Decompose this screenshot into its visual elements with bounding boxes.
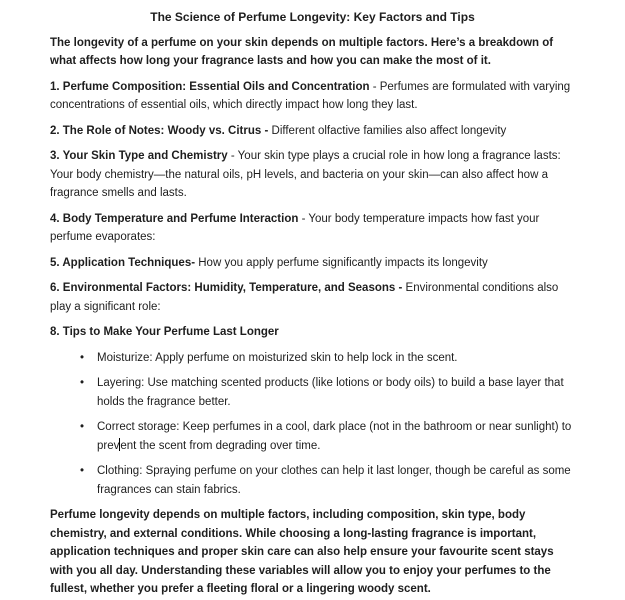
bullet-text: Clothing: Spraying perfume on your clothes can help it last longer, though be careful as some fragrances can stain fabrics. <box>97 465 571 496</box>
list-item-moisturize[interactable] <box>50 349 575 368</box>
section-paragraph-notes[interactable] <box>50 122 575 141</box>
section-lead: 2. The Role of Notes: Woody vs. Citrus - <box>50 124 269 137</box>
bullet-text-after-caret: ent the scent from degrading over time. <box>120 439 321 452</box>
list-item-correct-storage[interactable] <box>50 418 575 455</box>
bullet-text-before-caret: Correct storage: Keep perfumes in a cool, dark place (not in the bathroom or near sunlight) to prev <box>97 421 572 452</box>
list-item-layering[interactable] <box>50 374 575 411</box>
tips-list <box>50 349 575 500</box>
intro-paragraph[interactable]: The longevity of a perfume on your skin depends on multiple factors. Here’s a breakdown of what affects how long your fragrance lasts and how you can make the most of it. <box>50 36 554 67</box>
section-lead: 5. Application Techniques- <box>50 256 196 269</box>
section-lead: 3. Your Skin Type and Chemistry <box>50 150 228 162</box>
conclusion-paragraph[interactable]: Perfume longevity depends on multiple factors, including composition, skin type, body chemistry, and external conditions. While choosing a long-lasting fragrance is important, application techniques and proper skin care can also help ensure your favourite scent stays with you all day. Understanding these variables will allow you to enjoy your perfumes to the fullest, whether you prefer a fleeting floral or a lingering woody scent. <box>50 509 554 595</box>
section-lead: 1. Perfume Composition: Essential Oils and Concentration <box>50 80 370 93</box>
section-body: - Perfumes are formulated with varying concentrations of essential oils, which directly impact how long they last. <box>50 80 571 111</box>
section-paragraph-composition[interactable] <box>50 78 575 115</box>
section-body: Environmental conditions also play a significant role: <box>50 282 559 313</box>
tips-heading[interactable]: 8. Tips to Make Your Perfume Last Longer <box>50 326 279 338</box>
bullet-text: Moisturize: Apply perfume on moisturized skin to help lock in the scent. <box>97 351 458 364</box>
section-lead: 6. Environmental Factors: Humidity, Temperature, and Seasons - <box>50 282 403 294</box>
section-body: How you apply perfume significantly impacts its longevity <box>195 256 488 269</box>
section-body: Different olfactive families also affect longevity <box>268 124 507 137</box>
section-paragraph-application[interactable] <box>50 254 575 273</box>
document-title[interactable]: The Science of Perfume Longevity: Key Factors and Tips <box>150 10 475 24</box>
section-paragraph-skin-type[interactable] <box>50 147 575 203</box>
section-paragraph-body-temperature[interactable] <box>50 210 575 247</box>
section-lead: 4. Body Temperature and Perfume Interaction <box>50 212 299 225</box>
section-body: - Your body temperature impacts how fast your perfume evaporates: <box>50 212 540 243</box>
bullet-text: Layering: Use matching scented products (like lotions or body oils) to build a base layer that holds the fragrance better. <box>97 377 564 408</box>
list-item-clothing[interactable] <box>50 462 575 499</box>
section-body: - Your skin type plays a crucial role in how long a fragrance lasts: Your body chemistry—the natural oils, pH levels, and bacteria on your skin—can also affect how a fragrance smells and lasts. <box>50 150 561 199</box>
section-paragraph-environment[interactable] <box>50 279 575 316</box>
